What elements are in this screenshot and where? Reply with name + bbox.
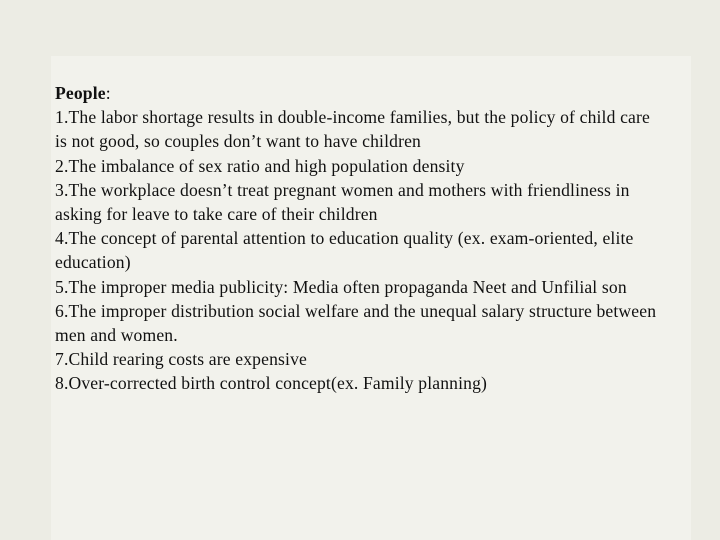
heading-colon: : <box>105 83 111 103</box>
list-item: 8.Over-corrected birth control concept(ex. Family planning) <box>55 373 488 394</box>
list-item: 3.The workplace doesn’t treat pregnant women and mothers with friendliness in asking for leave to take care of their children <box>55 179 630 225</box>
list-item: 7.Child rearing costs are expensive <box>55 349 307 370</box>
heading-line <box>55 81 665 105</box>
list-item: 1.The labor shortage results in double-income families, but the policy of child care is not good, so couples don’t want to have children <box>55 107 650 152</box>
heading-word: People <box>55 83 106 103</box>
list-item: 6.The improper distribution social welfare and the unequal salary structure between men and women. <box>55 300 657 346</box>
list-item: 5.The improper media publicity: Media often propaganda Neet and Unfilial son <box>55 276 627 297</box>
slide-text-block <box>55 81 665 396</box>
list-item: 2.The imbalance of sex ratio and high population density <box>55 155 465 176</box>
list-item: 4.The concept of parental attention to education quality (ex. exam-oriented, elite education) <box>55 228 634 273</box>
